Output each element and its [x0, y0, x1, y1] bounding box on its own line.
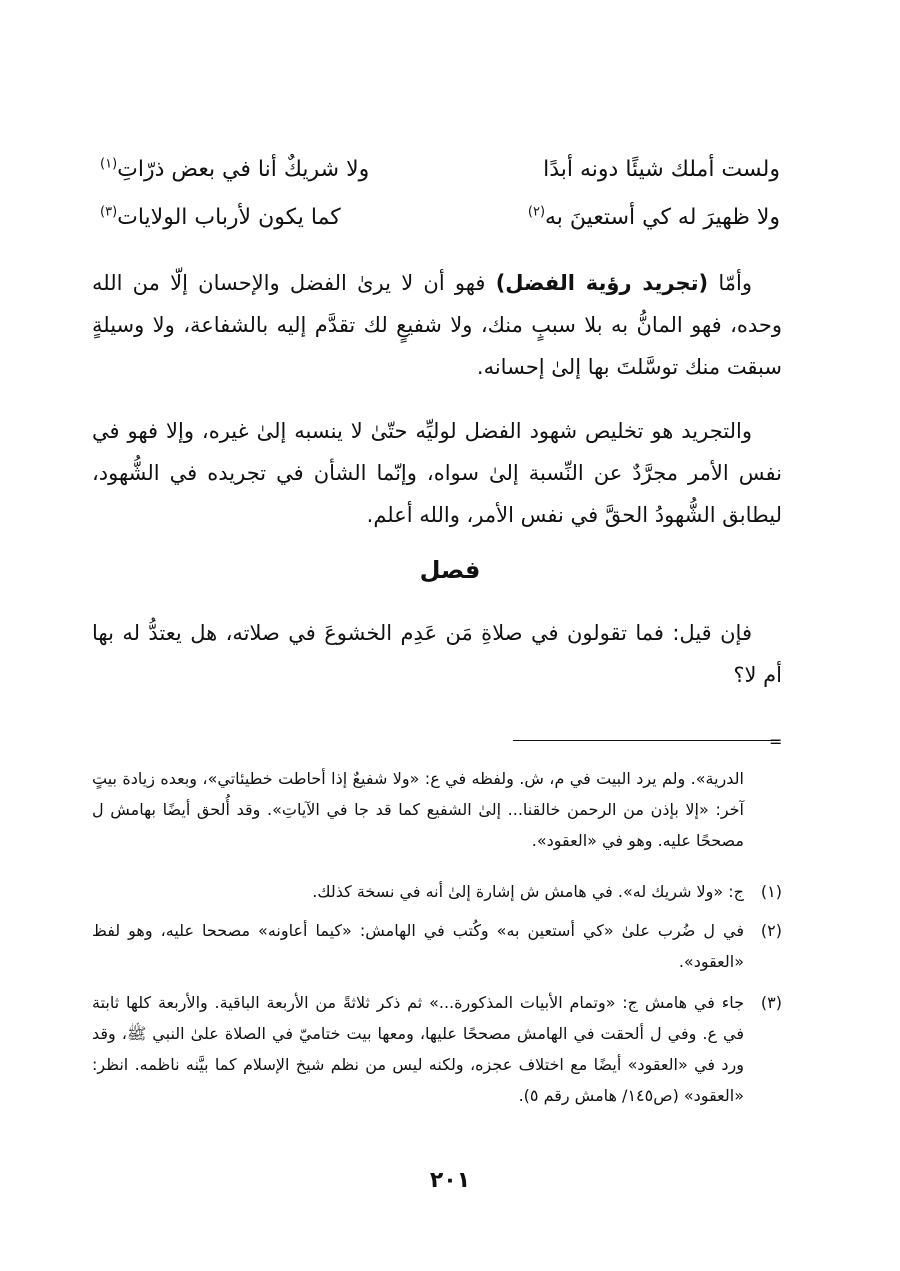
footnote-1: [92, 876, 782, 907]
verse-line-2: [100, 198, 780, 238]
footnote-2: [92, 915, 782, 977]
paragraph-1-body: فهو أن لا يرىٰ الفضل والإحسان إلّا من الله وحده، فهو المانُّ به بلا سببٍ منك، ولا شفيعٍ لك تقدَّم إليه بالشفاعة، ولا وسيلةٍ سبقت منك توسَّلتَ بها إلىٰ إحسانه.: [92, 271, 782, 379]
section-heading: فصل: [419, 556, 481, 584]
verse-2-first-text: ولا ظهيرَ له كي أستعينَ به: [545, 205, 780, 230]
footnote-continuation: [92, 763, 782, 856]
verse-2-second-hemistich: [100, 198, 341, 238]
footnote-1-number: (١): [760, 882, 782, 901]
footnote-3-text: جاء في هامش ج: «وتمام الأبيات المذكورة...» ثم ذكر ثلاثةً من الأربعة الباقية. والأربعة كلها ثابتة في ع. وفي ل ألحقت في الهامش مصححًا عليها، ومعها بيت ختاميّ في الصلاة علىٰ النبي ﷺ، وقد ورد في «العقود» أيضًا مع اختلاف عجزه، ولكنه ليس من نظم شيخ الإسلام كما بيَّنه ناظمه. انظر: «العقود» (ص١٤٥/ هامش رقم ٥).: [92, 993, 744, 1105]
footnote-2-text: في ل ضُرب علىٰ «كي أستعين به» وكُتب في الهامش: «كيما أعاونه» مصححا عليه، وهو لفظ «العقود».: [92, 921, 744, 971]
paragraph-2-body: والتجريد هو تخليص شهود الفضل لوليِّه حتّىٰ لا ينسبه إلىٰ غيره، وإلا فهو في نفس الأمر مجرَّدٌ عن النِّسبة إلىٰ سواه، وإنّما الشأن في تجريده في الشُّهود، ليطابق الشُّهودُ الحقَّ في نفس الأمر، والله أعلم.: [92, 419, 782, 527]
paragraph-tajrid-ruyat-al-fadl: [92, 262, 782, 388]
paragraph-1-intro: وأمّا: [718, 271, 752, 295]
footnote-ref-2: (٢): [527, 204, 546, 220]
footnote-ref-3: (٣): [100, 204, 118, 220]
footnote-continuation-text: الدرية». ولم يرد البيت في م، ش. ولفظه في ع: «ولا شفيعٌ إذا أحاطت خطيئاتي»، وبعده زيادة بيتٍ آخر: «إلا بإذن من الرحمن خالقنا... إلىٰ الشفيع كما قد جا في الآياتِ». وقد أُلحق أيضًا بهامش ل مصححًا عليه. وهو في «العقود».: [92, 769, 744, 850]
verse-1-second-hemistich: [100, 150, 369, 190]
footnote-ref-1: (١): [100, 156, 118, 172]
verse-1-first-hemistich: ولست أملك شيئًا دونه أبدًا: [543, 157, 780, 182]
verse-2-second-text: كما يكون لأرباب الولايات: [117, 205, 341, 230]
footnote-1-text: ج: «ولا شريك له». في هامش ش إشارة إلىٰ أنه في نسخة كذلك.: [312, 882, 744, 901]
footnote-3-number: (٣): [760, 993, 782, 1012]
footnote-separator: [513, 740, 779, 741]
verse-1-second-text: ولا شريكٌ أنا في بعض ذرّاتِ: [117, 157, 370, 182]
footnote-2-number: (٢): [760, 921, 782, 940]
verse-line-1: [100, 150, 780, 190]
paragraph-tajrid: [92, 410, 782, 536]
paragraph-question: [92, 612, 782, 696]
verse-2-first-hemistich: [528, 198, 780, 238]
paragraph-1-bold-term: (تجريد رؤية الفضل): [495, 271, 709, 295]
footnote-continuation-mark: =: [769, 732, 783, 751]
footnote-3: [92, 987, 782, 1111]
paragraph-3-body: فإن قيل: فما تقولون في صلاةِ مَن عَدِم الخشوعَ في صلاته، هل يعتدُّ له بها أم لا؟: [92, 621, 782, 687]
page-number: ٢٠١: [429, 1168, 471, 1193]
